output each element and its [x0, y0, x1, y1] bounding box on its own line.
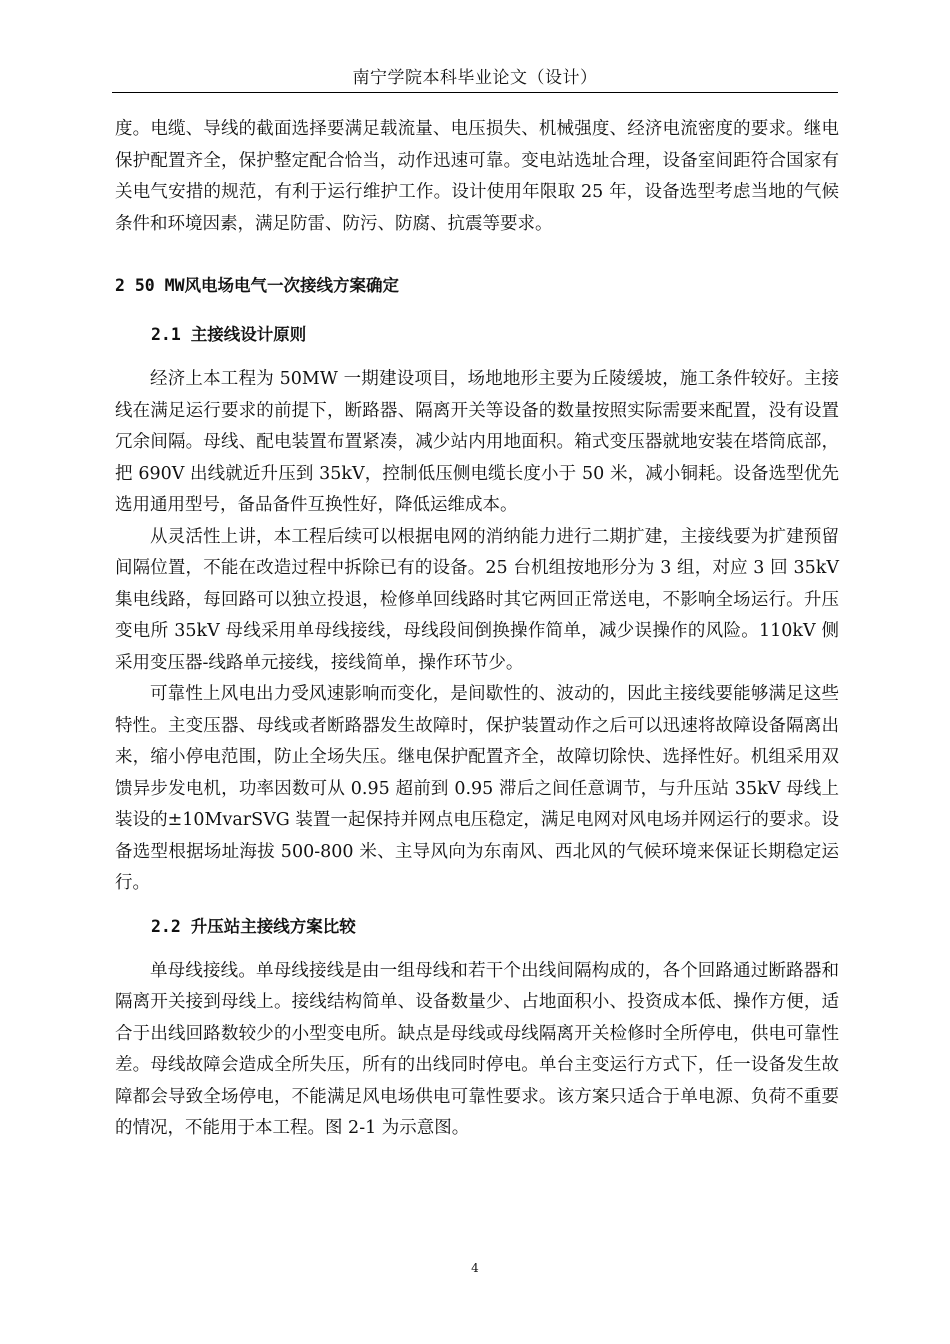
- spacer: [115, 350, 839, 364]
- intro-paragraph: 度。电缆、导线的截面选择要满足载流量、电压损失、机械强度、经济电流密度的要求。继电保护配置齐全，保护整定配合恰当，动作迅速可靠。变电站选址合理，设备室间距符合国家有关电气安措的规范，有利于运行维护工作。设计使用年限取 25 年，设备选型考虑当地的气候条件和环境因素，满足防雷、防污、防腐、抗震等要求。: [115, 119, 839, 234]
- paragraph-reliability: 可靠性上风电出力受风速影响而变化，是间歇性的、波动的，因此主接线要能够满足这些特性。主变压器、母线或者断路器发生故障时，保护装置动作之后可以迅速将故障设备隔离出来，缩小停电范围，防止全场失压。继电保护配置齐全，故障切除快、选择性好。机组采用双馈异步发电机，功率因数可从 0.95 超前到 0.95 滞后之间任意调节，与升压站 35kV 母线上装设的±10MvarSVG 装置一起保持并网点电压稳定，满足电网对风电场并网运行的要求。设备选型根据场址海拔 500-800 米、主导风向为东南风、西北风的气候环境来保证长期稳定运行。: [115, 684, 839, 893]
- spacer: [115, 301, 839, 320]
- subsection-heading-2-2: 2.2 升压站主接线方案比较: [151, 916, 356, 936]
- paragraph-flexibility: 从灵活性上讲，本工程后续可以根据电网的消纳能力进行二期扩建，主接线要为扩建预留间隔位置，不能在改造过程中拆除已有的设备。25 台机组按地形分为 3 组，对应 3 回 35kV 集电线路，每回路可以独立投退，检修单回线路时其它两回正常送电，不影响全场运行。升压变电所 35kV 母线采用单母线接线，母线段间倒换操作简单，减少误操作的风险。110kV 侧采用变压器-线路单元接线，接线简单，操作环节少。: [115, 526, 839, 673]
- spacer: [115, 900, 839, 912]
- paragraph-single-busbar: 单母线接线。单母线接线是由一组母线和若干个出线间隔构成的，各个回路通过断路器和隔离开关接到母线上。接线结构简单、设备数量少、占地面积小、投资成本低、操作方便，适合于出线回路数较少的小型变电所。缺点是母线或母线隔离开关检修时全所停电，供电可靠性差。母线故障会造成全所失压，所有的出线同时停电。单台主变运行方式下，任一设备发生故障都会导致全场停电，不能满足风电场供电可靠性要求。该方案只适合于单电源、负荷不重要的情况，不能用于本工程。图 2-1 为示意图。: [115, 960, 839, 1138]
- section-heading-2: 2 50 MW风电场电气一次接线方案确定: [115, 276, 400, 295]
- subsection-heading-2-1: 2.1 主接线设计原则: [151, 325, 307, 344]
- page-body: [115, 114, 839, 1145]
- paragraph-economy: 经济上本工程为 50MW 一期建设项目，场地地形主要为丘陵缓坡，施工条件较好。主接线在满足运行要求的前提下，断路器、隔离开关等设备的数量按照实际需要来配置，没有设置冗余间隔。母线、配电装置布置紧凑，减少站内用地面积。箱式变压器就地安装在塔筒底部，把 690V 出线就近升压到 35kV，控制低压侧电缆长度小于 50 米，减小铜耗。设备选型优先选用通用型号，备品备件互换性好，降低运维成本。: [115, 369, 839, 515]
- spacer: [115, 942, 839, 956]
- running-header: 南宁学院本科毕业论文（设计）: [352, 68, 598, 88]
- header-divider: [112, 92, 838, 93]
- spacer: [115, 240, 839, 271]
- page-number: 4: [471, 1261, 479, 1275]
